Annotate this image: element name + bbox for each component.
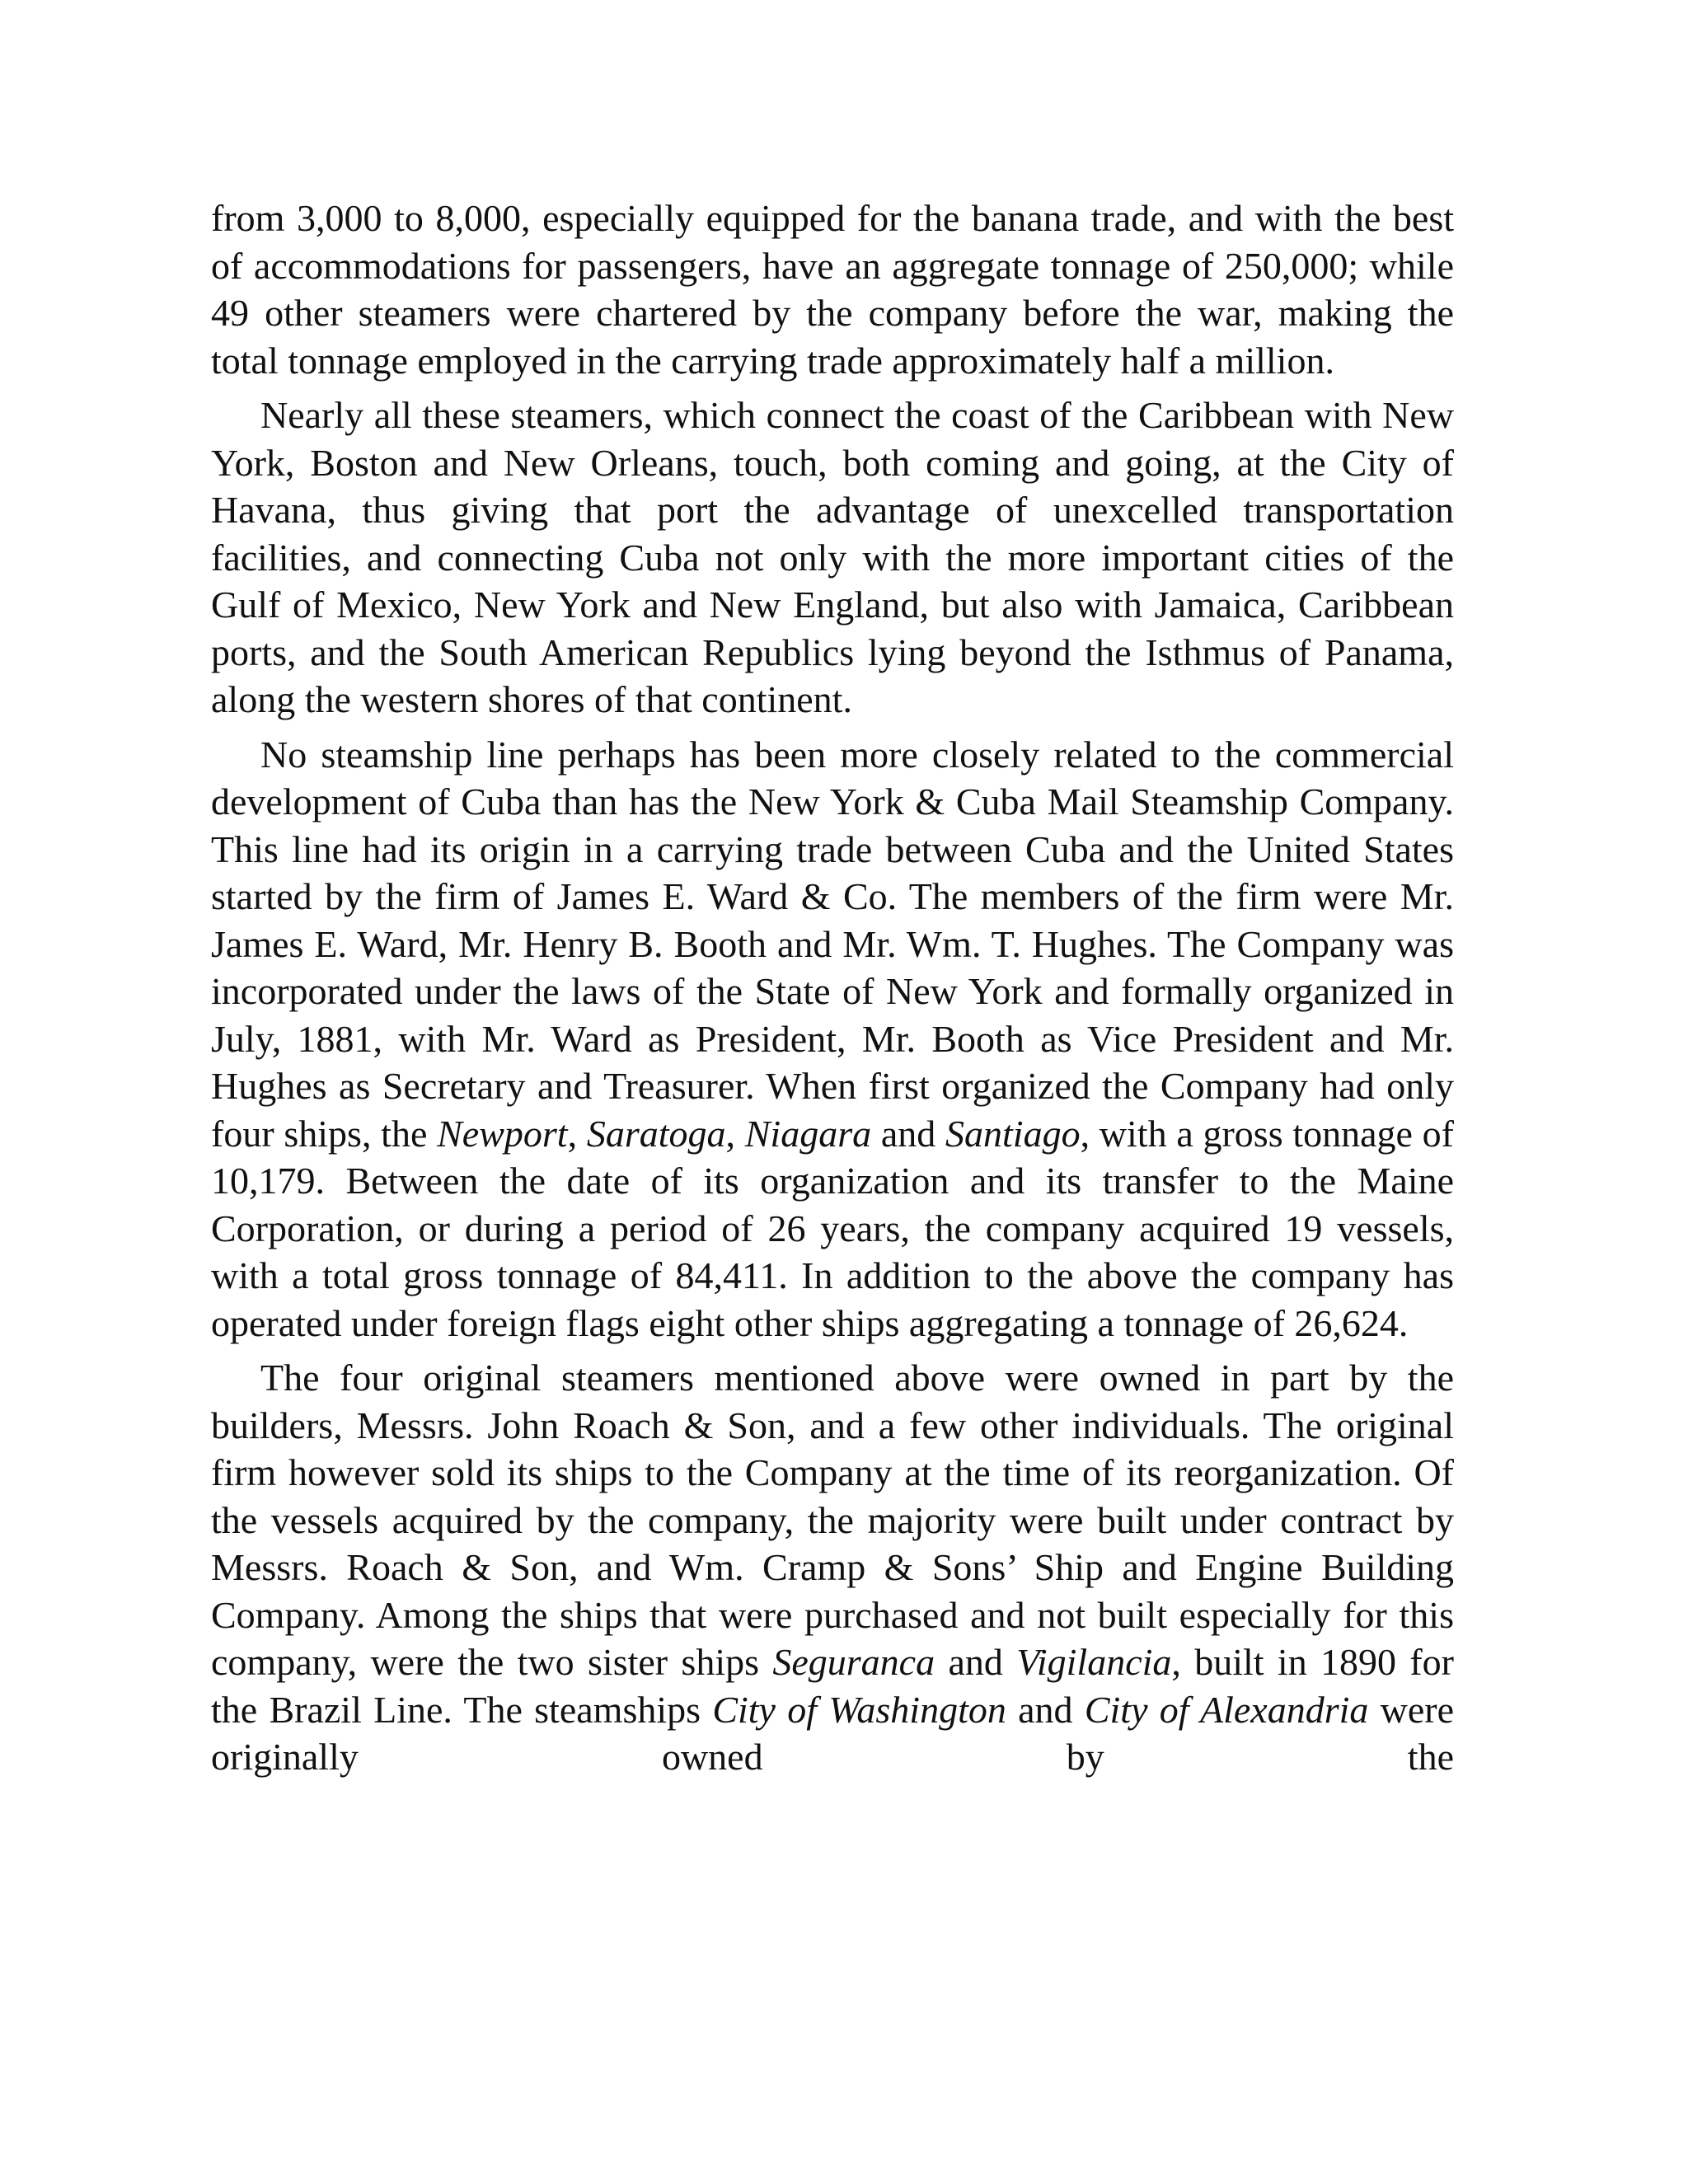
ship-name-city-of-alexandria: City of Alexandria xyxy=(1084,1688,1369,1731)
ship-name-vigilancia: Vigilancia xyxy=(1016,1641,1172,1683)
ship-name-seguranca: Seguranca xyxy=(772,1641,935,1683)
paragraph-2-text: Nearly all these steamers, which connect the coast of the Caribbean with New York, Boston and New Orleans, touch, both coming and going, at the City of Havana, thus giving that port the advantage of unexcelled transportation facilities, and connecting Cuba not only with the more important cities of the Gulf of Mexico, New York and New England, but also with Jamaica, Caribbean ports, and the South American Republics lying beyond the Isthmus of Panama, along the western shores of that continent. xyxy=(211,394,1454,720)
document-page xyxy=(211,194,1454,1781)
paragraph-1-text: from 3,000 to 8,000, especially equipped for the banana trade, and with the best of accommodations for passengers, have an aggregate tonnage of 250,000; while 49 other steamers were chartered by the company before the war, making the total tonnage employed in the carrying trade approximately half a million. xyxy=(211,197,1454,382)
paragraph-3-text-run: , xyxy=(567,1112,587,1155)
paragraph-4 xyxy=(211,1354,1454,1781)
paragraph-4-text-run: , built in 1890 for the Brazil Line. The steamships xyxy=(211,1641,1454,1731)
ship-name-city-of-washington: City of Washington xyxy=(712,1688,1006,1731)
paragraph-3-text-run: , xyxy=(725,1112,745,1155)
ship-name-santiago: Santiago xyxy=(945,1112,1081,1155)
paragraph-3 xyxy=(211,731,1454,1347)
paragraph-4-text-run: The four original steamers mentioned above were owned in part by the builders, Messrs. John Roach & Son, and a few other individuals. The original firm however sold its ships to the Company at the time of its reorganization. Of the vessels acquired by the company, the majority were built under contract by Messrs. Roach & Son, and Wm. Cramp & Sons’ Ship and Engine Building Company. Among the ships that were purchased and not built especially for this company, were the two sister ships xyxy=(211,1357,1454,1683)
paragraph-4-text-run: were originally owned by the xyxy=(211,1688,1455,1778)
paragraph-4-text-run: and xyxy=(935,1641,1017,1683)
paragraph-3-text-run: , with a gross tonnage of 10,179. Between the date of its organization and its transfer to the Maine Corporation, or during a period of 26 years, the company acquired 19 vessels, with a total gross tonnage of 84,411. In addition to the above the company has operated under foreign flags eight other ships aggregating a tonnage of 26,624. xyxy=(211,1112,1454,1344)
paragraph-4-text-run: and xyxy=(1006,1688,1085,1731)
ship-name-niagara: Niagara xyxy=(744,1112,872,1155)
ship-name-newport: Newport xyxy=(437,1112,568,1155)
paragraph-2 xyxy=(211,391,1454,724)
paragraph-1 xyxy=(211,194,1454,384)
paragraph-3-text-run: No steamship line perhaps has been more closely related to the commercial development of Cuba than has the New York & Cuba Mail Steamship Company. This line had its origin in a carrying trade between Cuba and the United States started by the firm of James E. Ward & Co. The members of the firm were Mr. James E. Ward, Mr. Henry B. Booth and Mr. Wm. T. Hughes. The Company was incorporated under the laws of the State of New York and formally organized in July, 1881, with Mr. Ward as President, Mr. Booth as Vice President and Mr. Hughes as Secretary and Treasurer. When first organized the Company had only four ships, the xyxy=(211,733,1454,1155)
paragraph-3-text-run: and xyxy=(871,1112,946,1155)
ship-name-saratoga: Saratoga xyxy=(586,1112,726,1155)
